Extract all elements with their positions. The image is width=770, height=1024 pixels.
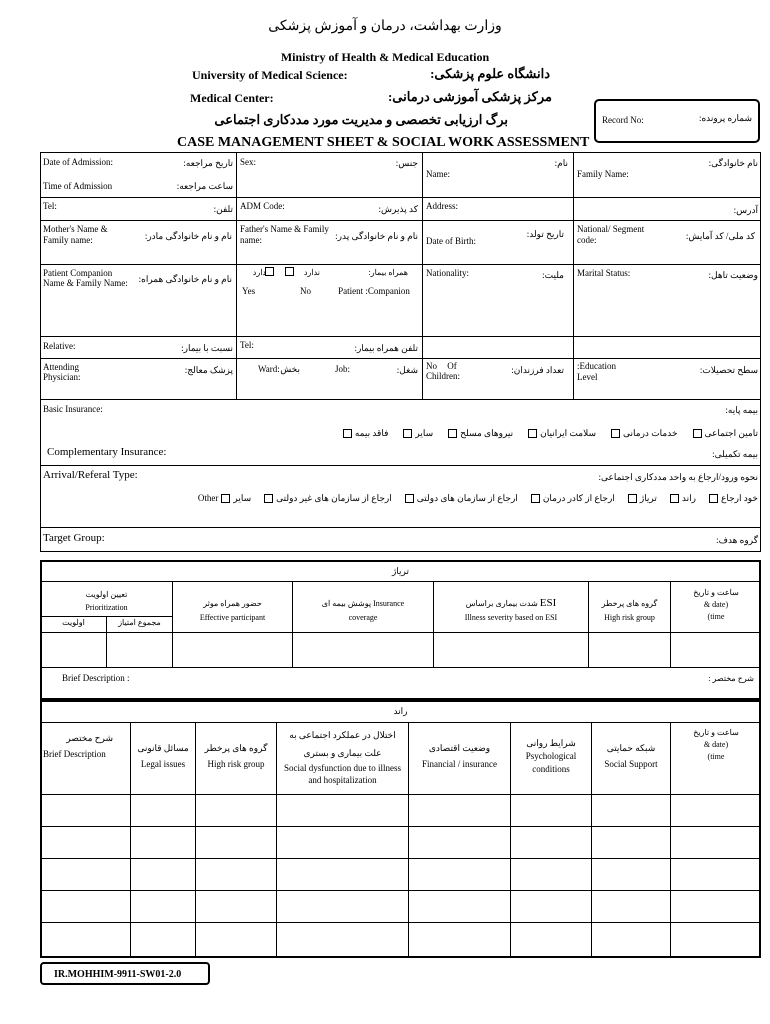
triage-col-high-risk: گروه های پرخطر High risk group [601,599,658,622]
triage-brief-label-fa: شرح مختصر : [708,674,754,683]
complementary-insurance-label-fa: بیمه تکمیلی: [712,449,758,459]
has-companion-label-fa: همراه بیمار: [368,268,408,277]
address-label-fa: آدرس: [733,205,758,215]
arrival-option-other[interactable]: سایرOther [197,493,252,503]
sex-label-fa: جنس: [395,158,418,168]
family-name-label-en: Family Name: [577,169,629,179]
hasnot-label-fa: ندارد [303,268,320,277]
education-label-en: :Education Level [577,361,616,382]
physician-label-en: Attending Physician: [43,362,81,382]
triage-sub-priority: اولویت [62,618,85,627]
sex-label-en: Sex: [240,157,257,167]
arrival-checkbox[interactable] [264,494,273,503]
triage-title: تریاژ [391,566,410,576]
university-en: University of Medical Science: [192,68,348,82]
arrival-checkbox[interactable] [221,494,230,503]
record-no-box[interactable] [594,99,760,143]
insurance-checkbox[interactable] [403,429,412,438]
round-col-datetime: ساعت و تاریخ & date) (time [693,728,739,761]
insurance-checkbox[interactable] [611,429,620,438]
arrival-option-self[interactable]: خود ارجاع [706,493,758,503]
target-group-label-en: Target Group: [43,532,105,544]
family-name-label-fa: نام خانوادگی: [708,158,758,168]
center-fa: مرکز پزشکی آموزشی درمانی: [387,89,552,104]
children-label-fa: تعداد فرزندان: [511,365,564,375]
father-name-label-fa: نام و نام خانوادگی پدر: [335,231,418,241]
basic-insurance-options [340,428,758,438]
arrival-checkbox[interactable] [405,494,414,503]
insurance-checkbox[interactable] [343,429,352,438]
insurance-option-other[interactable]: سایر [400,428,433,438]
arrival-option-government[interactable]: ارجاع از سازمان های دولتی [402,493,518,503]
round-col-psychological: شرایط روانی Psychological conditions [525,738,577,774]
arrival-option-triage[interactable]: تریاژ [625,493,657,503]
father-name-label-en: Father's Name & Family name: [240,224,329,245]
record-no-en: Record No: [602,115,644,125]
arrival-checkbox[interactable] [709,494,718,503]
arrival-checkbox[interactable] [670,494,679,503]
basic-insurance-label-en: Basic Insurance: [43,404,103,414]
physician-label-fa: پزشک معالج: [184,365,233,375]
arrival-checkbox[interactable] [628,494,637,503]
address-label-en: Address: [426,201,458,211]
ward-label-en: Ward: [258,364,280,374]
admission-date-label-en: Date of Admission: [43,157,113,167]
form-code-box [40,962,210,985]
triage-col-participant: حضور همراه موثر Effective participant [199,599,266,622]
adm-code-label-fa: کد پذیرش: [378,204,418,214]
has-checkbox[interactable] [265,267,274,276]
triage-col-prioritization: تعیین اولویت Prioritization [85,590,128,612]
insurance-option-none[interactable]: فاقد بیمه [340,428,389,438]
insurance-checkbox[interactable] [448,429,457,438]
national-code-label-en: National/ Segment code: [577,224,645,245]
yes-label: Yes [242,286,256,296]
form-code: IR.MOHHIM-9911-SW01-2.0 [54,969,182,980]
basic-insurance-label-fa: بیمه پایه: [725,405,758,415]
relative-label-en: Relative: [43,341,76,351]
triage-sub-total-score: مجموع امتیاز [118,618,161,627]
arrival-type-label-fa: نحوه ورود/ارجاع به واحد مددکاری اجتماعی: [598,472,758,482]
round-col-legal: مسائل قانونی Legal issues [137,743,189,769]
triage-col-insurance: پوشش بیمه ای Insurance coverage [321,599,405,622]
companion-tel-label-en: Tel: [240,340,254,350]
has-label-fa: دارد [252,268,266,277]
insurance-option-iranian-health[interactable]: سلامت ایرانیان [525,428,596,438]
round-col-social-dysfunction: اختلال در عملکرد اجتماعی به علت بیماری و بستری Social dysfunction due to illness and hospitalization [284,730,401,785]
arrival-option-medical-staff[interactable]: ارجاع از کادر درمان [528,493,615,503]
no-label: No [300,286,311,296]
job-label-en: Job: [335,364,351,374]
tel-label-en: Tel: [43,201,57,211]
sheet-title-en: CASE MANAGEMENT SHEET & SOCIAL WORK ASSESSMENT [177,135,590,150]
round-col-high-risk: گروه های پرخطر High risk group [204,743,268,769]
target-group-label-fa: گروه هدف: [716,535,758,545]
arrival-checkbox[interactable] [531,494,540,503]
ward-label-fa: بخش [280,364,300,374]
education-label-fa: سطح تحصیلات: [699,365,758,375]
admission-time-label-en: Time of Admission [43,181,113,191]
marital-status-label-en: Marital Status: [577,268,631,278]
nationality-label-en: Nationality: [426,268,469,278]
relative-label-fa: نسبت با بیمار: [181,343,233,353]
name-label-fa: نام: [554,158,568,168]
ministry-en: Ministry of Health & Medical Education [280,50,490,64]
dob-label-fa: تاریخ تولد: [526,229,564,239]
center-en: Medical Center: [190,91,274,105]
companion-name-label-fa: نام و نام خانوادگی همراه: [138,274,232,284]
complementary-insurance-label-en: Complementary Insurance: [47,446,167,458]
mother-name-label-fa: نام و نام خانوادگی مادر: [144,231,232,241]
record-no-fa: شماره پرونده: [698,113,752,123]
adm-code-label-en: ADM Code: [240,201,285,211]
sheet-title-fa: برگ ارزیابی تخصصی و مدیریت مورد مددکاری اجتماعی [214,112,508,127]
round-col-social-support: شبکه حمایتی Social Support [604,743,658,769]
admission-date-label-fa: تاریخ مراجعه: [183,158,233,168]
tel-label-fa: تلفن: [213,204,233,214]
nationality-label-fa: ملیت: [542,270,564,280]
university-fa: دانشگاه علوم پزشکی: [430,66,550,81]
triage-brief-label-en: Brief Description : [62,673,130,683]
children-label-en: No Of Children: [426,361,460,381]
job-label-fa: شغل: [396,365,418,375]
ministry-fa: وزارت بهداشت، درمان و آموزش پزشکی [268,19,502,34]
insurance-option-medical-services[interactable]: خدمات درمانی [608,428,678,438]
round-col-brief: شرح مختصر Brief Description [43,733,113,759]
insurance-checkbox[interactable] [693,429,702,438]
name-label-en: Name: [426,169,450,179]
marital-status-label-fa: وضعیت تاهل: [708,270,758,280]
round-col-financial: وضعیت اقتصادی Financial / insurance [422,743,497,769]
arrival-options [198,493,758,503]
triage-col-datetime: ساعت و تاریخ & date) (time [693,588,739,621]
dob-label-en: Date of Birth: [426,236,476,246]
round-title: راند [393,706,408,716]
admission-time-label-fa: ساعت مراجعه: [176,181,233,191]
triage-col-severity: شدت بیماری براساس ESI Illness severity based on ESI [464,597,558,622]
insurance-checkbox[interactable] [528,429,537,438]
insurance-option-social-security[interactable]: تامین اجتماعی [690,428,758,438]
mother-name-label-en: Mother's Name & Family name: [43,224,108,245]
companion-tel-label-fa: تلفن همراه بیمار: [354,343,418,353]
companion-name-label-en: Patient Companion Name & Family Name: [43,268,128,288]
patient-companion-label-en: Patient :Companion [338,286,410,296]
insurance-option-armed-forces[interactable]: نیروهای مسلح [445,428,513,438]
arrival-option-round[interactable]: راند [667,493,696,503]
national-code-label-fa: کد ملی/ کد آمایش: [685,231,755,241]
arrival-type-label-en: Arrival/Referal Type: [43,469,138,481]
arrival-option-ngo[interactable]: ارجاع از سازمان های غیر دولتی [261,493,392,503]
hasnot-checkbox[interactable] [285,267,294,276]
